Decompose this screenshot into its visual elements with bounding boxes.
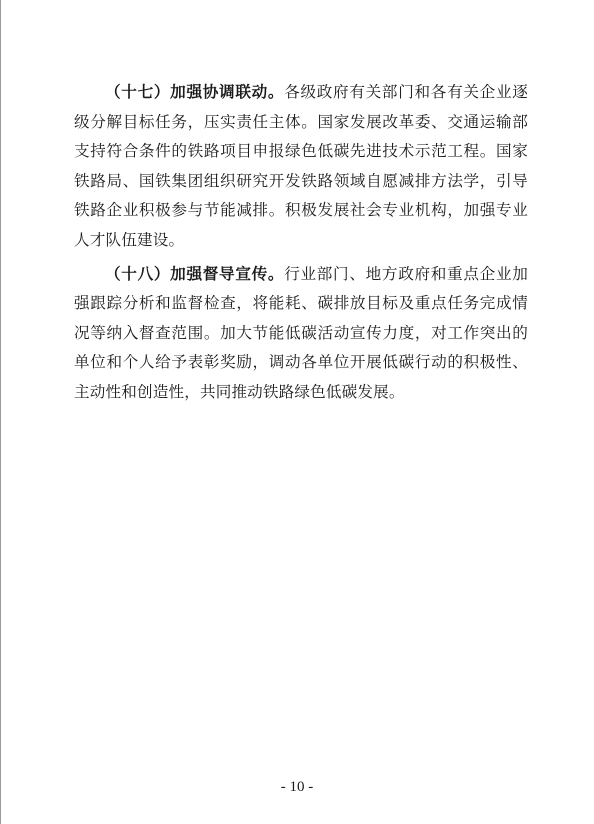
page-edge <box>0 0 1 824</box>
section-body-18: 行业部门、地方政府和重点企业加强跟踪分析和监督检查，将能耗、碳排放目标及重点任务完成情况等纳入督查范围。加大节能低碳活动宣传力度，对工作突出的单位和个人给予表彰奖励，调动各单位开展低碳行动的积极性、主动性和创造性，共同推动铁路绿色低碳发展。 <box>74 264 528 401</box>
section-heading-17: （十七）加强协调联动。 <box>105 83 285 101</box>
document-body <box>74 78 528 412</box>
paragraph-supervision <box>74 260 528 408</box>
section-body-17: 各级政府有关部门和各有关企业逐级分解目标任务，压实责任主体。国家发展改革委、交通运输部支持符合条件的铁路项目申报绿色低碳先进技术示范工程。国家铁路局、国铁集团组织研究开发铁路领域自愿减排方法学，引导铁路企业积极参与节能减排。积极发展社会专业机构，加强专业人才队伍建设。 <box>74 83 528 249</box>
section-heading-18: （十八）加强督导宣传。 <box>105 264 285 283</box>
paragraph-coordination <box>74 78 528 256</box>
page-number: - 10 - <box>280 779 314 795</box>
